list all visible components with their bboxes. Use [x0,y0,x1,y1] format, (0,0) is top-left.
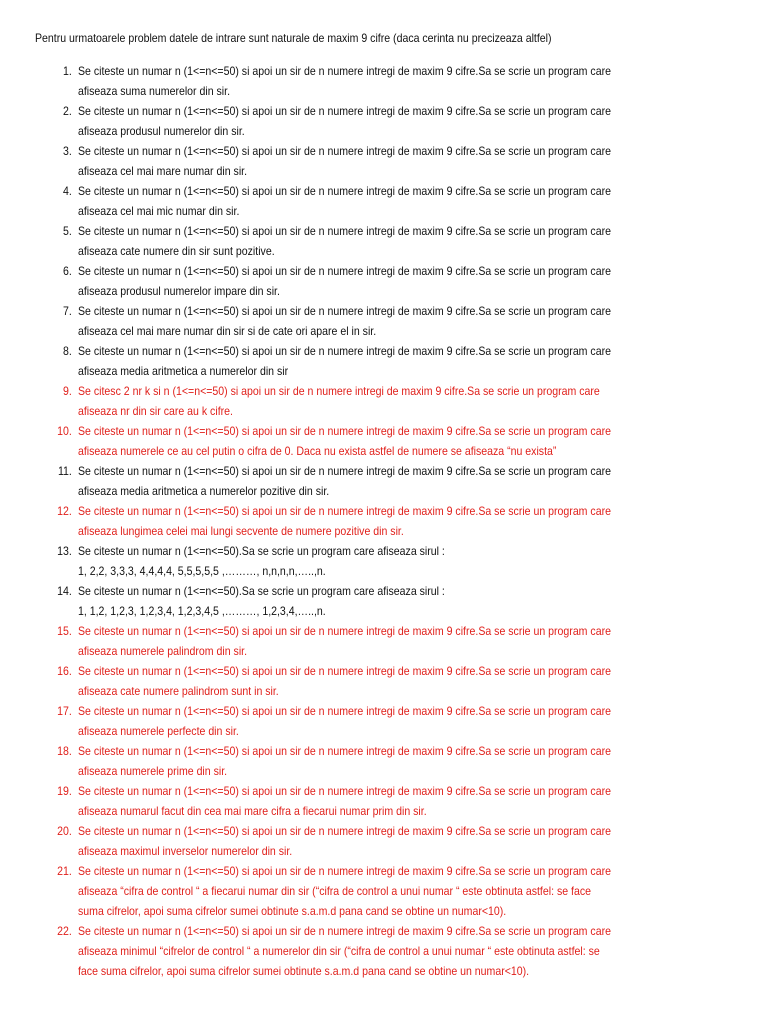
problem-text-line: suma cifrelor, apoi suma cifrelor sumei obtinute s.a.m.d pana cand se obtine un numar<10). [78,904,507,918]
problem-number: 3. [63,144,72,158]
problem-text-line: afiseaza “cifra de control “ a fiecarui numar din sir (“cifra de control a unui numar “ este obtinuta astfel: se face [78,884,591,898]
problem-text-line: Se citeste un numar n (1<=n<=50) si apoi un sir de n numere intregi de maxim 9 cifre.Sa se scrie un program care [78,504,611,518]
problem-number: 13. [57,544,72,558]
problem-number: 20. [57,824,72,838]
problem-text-line: Se citeste un numar n (1<=n<=50) si apoi un sir de n numere intregi de maxim 9 cifre.Sa se scrie un program care [78,824,611,838]
problem-text-line: afiseaza cel mai mare numar din sir. [78,164,248,178]
problem-text-line: Se citeste un numar n (1<=n<=50) si apoi un sir de n numere intregi de maxim 9 cifre.Sa se scrie un program care [78,464,611,478]
problem-text-line: afiseaza numarul facut din cea mai mare cifra a fiecarui numar prim din sir. [78,804,427,818]
problem-text-line: afiseaza numerele prime din sir. [78,764,228,778]
problem-text-line: afiseaza media aritmetica a numerelor din sir [78,364,289,378]
problem-item [57,781,705,821]
problem-text-line: afiseaza produsul numerelor din sir. [78,124,245,138]
problem-item [63,301,705,341]
problem-text-line: afiseaza numerele palindrom din sir. [78,644,248,658]
problem-item [57,661,705,701]
problem-text-line: Se citeste un numar n (1<=n<=50) si apoi un sir de n numere intregi de maxim 9 cifre.Sa se scrie un program care [78,744,611,758]
problem-text-line: Se citeste un numar n (1<=n<=50) si apoi un sir de n numere intregi de maxim 9 cifre.Sa se scrie un program care [78,144,611,158]
problem-text-line: afiseaza minimul “cifrelor de control “ a numerelor din sir (“cifra de control a unui numar “ este obtinuta astfel: se [78,944,600,958]
problem-item [63,261,705,301]
problem-number: 12. [57,504,72,518]
problem-number: 7. [63,304,72,318]
problem-item [57,461,705,501]
problem-number: 22. [57,924,72,938]
problem-text-line: 1, 2,2, 3,3,3, 4,4,4,4, 5,5,5,5,5 ,………, n,n,n,n,…..,n. [78,564,326,578]
problem-text-line: Se citeste un numar n (1<=n<=50) si apoi un sir de n numere intregi de maxim 9 cifre.Sa se scrie un program care [78,104,611,118]
problem-item [57,501,705,541]
problem-number: 16. [57,664,72,678]
problem-text-line: afiseaza numerele ce au cel putin o cifra de 0. Daca nu exista astfel de numere se afiseaza “nu exista” [78,444,557,458]
problem-item [63,181,705,221]
problem-item [63,141,705,181]
problem-item [63,381,705,421]
problem-text-line: Se citesc 2 nr k si n (1<=n<=50) si apoi un sir de n numere intregi de maxim 9 cifre.Sa se scrie un program care [78,384,600,398]
problem-text-line: Se citeste un numar n (1<=n<=50).Sa se scrie un program care afiseaza sirul : [78,544,445,558]
problem-text-line: Se citeste un numar n (1<=n<=50) si apoi un sir de n numere intregi de maxim 9 cifre.Sa se scrie un program care [78,924,611,938]
problem-number: 2. [63,104,72,118]
problem-item [57,421,705,461]
problem-item [57,741,705,781]
problem-item [57,921,705,981]
problem-item [63,101,705,141]
problem-number: 19. [57,784,72,798]
problem-number: 15. [57,624,72,638]
problem-number: 6. [63,264,72,278]
problem-text-line: face suma cifrelor, apoi suma cifrelor sumei obtinute s.a.m.d pana cand se obtine un numar<10). [78,964,530,978]
problem-text-line: Se citeste un numar n (1<=n<=50) si apoi un sir de n numere intregi de maxim 9 cifre.Sa se scrie un program care [78,64,611,78]
problem-text-line: Se citeste un numar n (1<=n<=50) si apoi un sir de n numere intregi de maxim 9 cifre.Sa se scrie un program care [78,704,611,718]
problem-text-line: Se citeste un numar n (1<=n<=50) si apoi un sir de n numere intregi de maxim 9 cifre.Sa se scrie un program care [78,864,611,878]
problem-number: 4. [63,184,72,198]
problem-text-line: Se citeste un numar n (1<=n<=50) si apoi un sir de n numere intregi de maxim 9 cifre.Sa se scrie un program care [78,264,611,278]
problem-number: 21. [57,864,72,878]
problem-text-line: Se citeste un numar n (1<=n<=50) si apoi un sir de n numere intregi de maxim 9 cifre.Sa se scrie un program care [78,304,611,318]
problem-text-line: afiseaza nr din sir care au k cifre. [78,404,233,418]
problem-item [63,221,705,261]
problem-item [63,341,705,381]
problem-item [57,821,705,861]
problem-text-line: afiseaza maximul inverselor numerelor din sir. [78,844,293,858]
problem-number: 11. [57,464,72,478]
problem-item [57,621,705,661]
problem-text-line: afiseaza cel mai mic numar din sir. [78,204,240,218]
problem-number: 10. [57,424,72,438]
problem-item [57,701,705,741]
problem-text-line: Se citeste un numar n (1<=n<=50) si apoi un sir de n numere intregi de maxim 9 cifre.Sa se scrie un program care [78,424,611,438]
problem-text-line: afiseaza cate numere din sir sunt pozitive. [78,244,275,258]
intro-text: Pentru urmatoarele problem datele de intrare sunt naturale de maxim 9 cifre (daca cerinta nu precizeaza altfel) [35,31,552,45]
problem-item [57,541,705,581]
problem-text-line: Se citeste un numar n (1<=n<=50).Sa se scrie un program care afiseaza sirul : [78,584,445,598]
problem-text-line: Se citeste un numar n (1<=n<=50) si apoi un sir de n numere intregi de maxim 9 cifre.Sa se scrie un program care [78,344,611,358]
problem-number: 14. [57,584,72,598]
problem-text-line: Se citeste un numar n (1<=n<=50) si apoi un sir de n numere intregi de maxim 9 cifre.Sa se scrie un program care [78,624,611,638]
problem-text-line: 1, 1,2, 1,2,3, 1,2,3,4, 1,2,3,4,5 ,………, 1,2,3,4,…..,n. [78,604,326,618]
problem-text-line: afiseaza cel mai mare numar din sir si de cate ori apare el in sir. [78,324,377,338]
problem-text-line: Se citeste un numar n (1<=n<=50) si apoi un sir de n numere intregi de maxim 9 cifre.Sa se scrie un program care [78,184,611,198]
problem-text-line: afiseaza numerele perfecte din sir. [78,724,239,738]
problem-number: 5. [63,224,72,238]
problem-number: 1. [63,64,72,78]
problem-text-line: afiseaza suma numerelor din sir. [78,84,231,98]
problem-text-line: Se citeste un numar n (1<=n<=50) si apoi un sir de n numere intregi de maxim 9 cifre.Sa se scrie un program care [78,664,611,678]
problem-text-line: afiseaza produsul numerelor impare din sir. [78,284,280,298]
problem-item [57,581,705,621]
problem-number: 9. [63,384,72,398]
problem-item [63,61,705,101]
problem-number: 8. [63,344,72,358]
problem-number: 18. [57,744,72,758]
problem-text-line: afiseaza lungimea celei mai lungi secvente de numere pozitive din sir. [78,524,404,538]
problem-number: 17. [57,704,72,718]
problem-text-line: afiseaza cate numere palindrom sunt in sir. [78,684,279,698]
problem-item [57,861,705,921]
problem-text-line: Se citeste un numar n (1<=n<=50) si apoi un sir de n numere intregi de maxim 9 cifre.Sa se scrie un program care [78,224,611,238]
problem-text-line: Se citeste un numar n (1<=n<=50) si apoi un sir de n numere intregi de maxim 9 cifre.Sa se scrie un program care [78,784,611,798]
problem-text-line: afiseaza media aritmetica a numerelor pozitive din sir. [78,484,330,498]
